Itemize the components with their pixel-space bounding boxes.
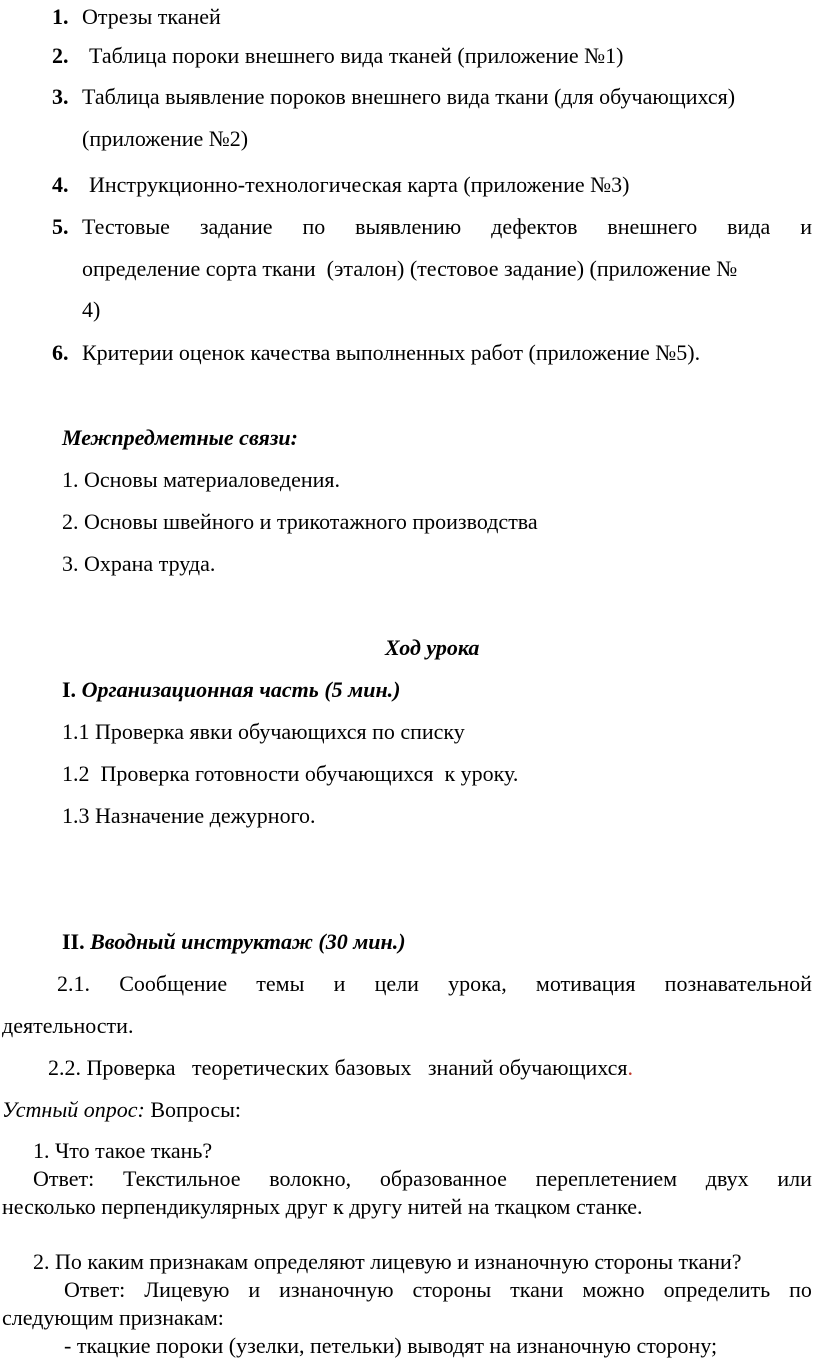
oral-quiz-line — [2, 1097, 241, 1123]
word: и — [248, 1277, 261, 1302]
word: 2.1. — [57, 971, 90, 996]
oral-quiz-text: Вопросы: — [144, 1097, 241, 1122]
word: темы — [256, 971, 305, 996]
word: Текстильное — [123, 1166, 241, 1191]
list-text: Отрезы тканей — [82, 4, 221, 29]
word: выявлению — [355, 214, 462, 239]
word: двух — [705, 1166, 749, 1191]
answer-1-line2: несколько перпендикулярных друг к другу нитей на ткацком станке. — [2, 1194, 643, 1219]
word: стороны — [412, 1277, 492, 1302]
list-item-5-line2: определение сорта ткани (эталон) (тестовое задание) (приложение № — [82, 256, 738, 281]
word: вида — [727, 214, 771, 239]
word: задание — [199, 214, 273, 239]
interdisciplinary-heading: Межпредметные связи: — [62, 425, 298, 450]
part1-heading — [62, 677, 401, 703]
answer-2-line3: - ткацкие пороки (узелки, петельки) выводят на изнаночную сторону; — [64, 1333, 718, 1358]
part2-title: Вводный инструктаж (30 мин.) — [90, 929, 406, 954]
interdisciplinary-item: 3. Охрана труда. — [62, 551, 216, 576]
part1-item: 1.1 Проверка явки обучающихся по списку — [62, 719, 465, 744]
word: образованное — [379, 1166, 507, 1191]
list-item-6 — [52, 340, 701, 366]
part2-roman: II. — [62, 929, 85, 954]
list-number: 1. — [52, 4, 69, 29]
oral-quiz-label: Устный опрос: — [2, 1097, 145, 1122]
word: и — [333, 971, 346, 996]
p21-line2: деятельности. — [2, 1013, 134, 1038]
word: волокно, — [269, 1166, 352, 1191]
word: внешнего — [607, 214, 698, 239]
list-number: 6. — [52, 340, 69, 365]
list-number-5: 5. — [52, 214, 69, 239]
word: мотивация — [535, 971, 636, 996]
word: Тестовые — [82, 214, 170, 239]
p22 — [48, 1055, 633, 1081]
word: дефектов — [491, 214, 578, 239]
word: познавательной — [664, 971, 812, 996]
word: или — [777, 1166, 812, 1191]
word: по — [302, 214, 326, 239]
list-item-5-line3: 4) — [82, 297, 101, 322]
p22-text: 2.2. Проверка теоретических базовых знаний обучающихся — [48, 1055, 628, 1080]
lesson-title: Ход урока — [385, 635, 480, 660]
interdisciplinary-item: 1. Основы материаловедения. — [62, 467, 341, 492]
list-text: Критерии оценок качества выполненных работ (приложение №5). — [82, 340, 701, 365]
word: определить — [663, 1277, 771, 1302]
list-item-5-line1 — [82, 214, 812, 240]
list-text: Таблица пороки внешнего вида тканей (приложение №1) — [89, 43, 624, 68]
part1-item: 1.3 Назначение дежурного. — [62, 803, 316, 828]
list-item-3 — [52, 84, 736, 110]
word: Сообщение — [119, 971, 228, 996]
word: изнаночную — [279, 1277, 394, 1302]
list-item-1 — [52, 4, 221, 30]
list-number: 4. — [52, 172, 69, 197]
question-1: 1. Что такое ткань? — [33, 1138, 213, 1163]
word: Ответ: — [33, 1166, 95, 1191]
answer-2-line1 — [64, 1277, 812, 1303]
word: ткани — [510, 1277, 564, 1302]
part1-item: 1.2 Проверка готовности обучающихся к уроку. — [62, 761, 519, 786]
part2-heading — [62, 929, 406, 955]
word: цели — [374, 971, 419, 996]
answer-1-line1 — [33, 1166, 812, 1192]
word: урока, — [448, 971, 507, 996]
word: можно — [582, 1277, 645, 1302]
answer-2-line2: следующим признакам: — [2, 1305, 224, 1330]
word: Лицевую — [144, 1277, 230, 1302]
list-item-2 — [52, 43, 624, 69]
part1-roman: I. — [62, 677, 77, 702]
list-item-3-continuation: (приложение №2) — [82, 126, 249, 151]
list-text: Таблица выявление пороков внешнего вида ткани (для обучающихся) — [82, 84, 736, 109]
word: переплетением — [535, 1166, 678, 1191]
list-item-4 — [52, 172, 630, 198]
word: Ответ: — [64, 1277, 126, 1302]
interdisciplinary-item: 2. Основы швейного и трикотажного производства — [62, 509, 538, 534]
list-number: 2. — [52, 43, 69, 68]
list-number: 3. — [52, 84, 69, 109]
word: по — [789, 1277, 812, 1302]
p22-dot: . — [627, 1055, 633, 1080]
word: и — [800, 214, 812, 239]
part1-title: Организационная часть (5 мин.) — [81, 677, 401, 702]
p21-line1 — [57, 971, 812, 997]
list-text: Инструкционно-технологическая карта (приложение №3) — [89, 172, 630, 197]
question-2: 2. По каким признакам определяют лицевую и изнаночную стороны ткани? — [33, 1249, 742, 1274]
